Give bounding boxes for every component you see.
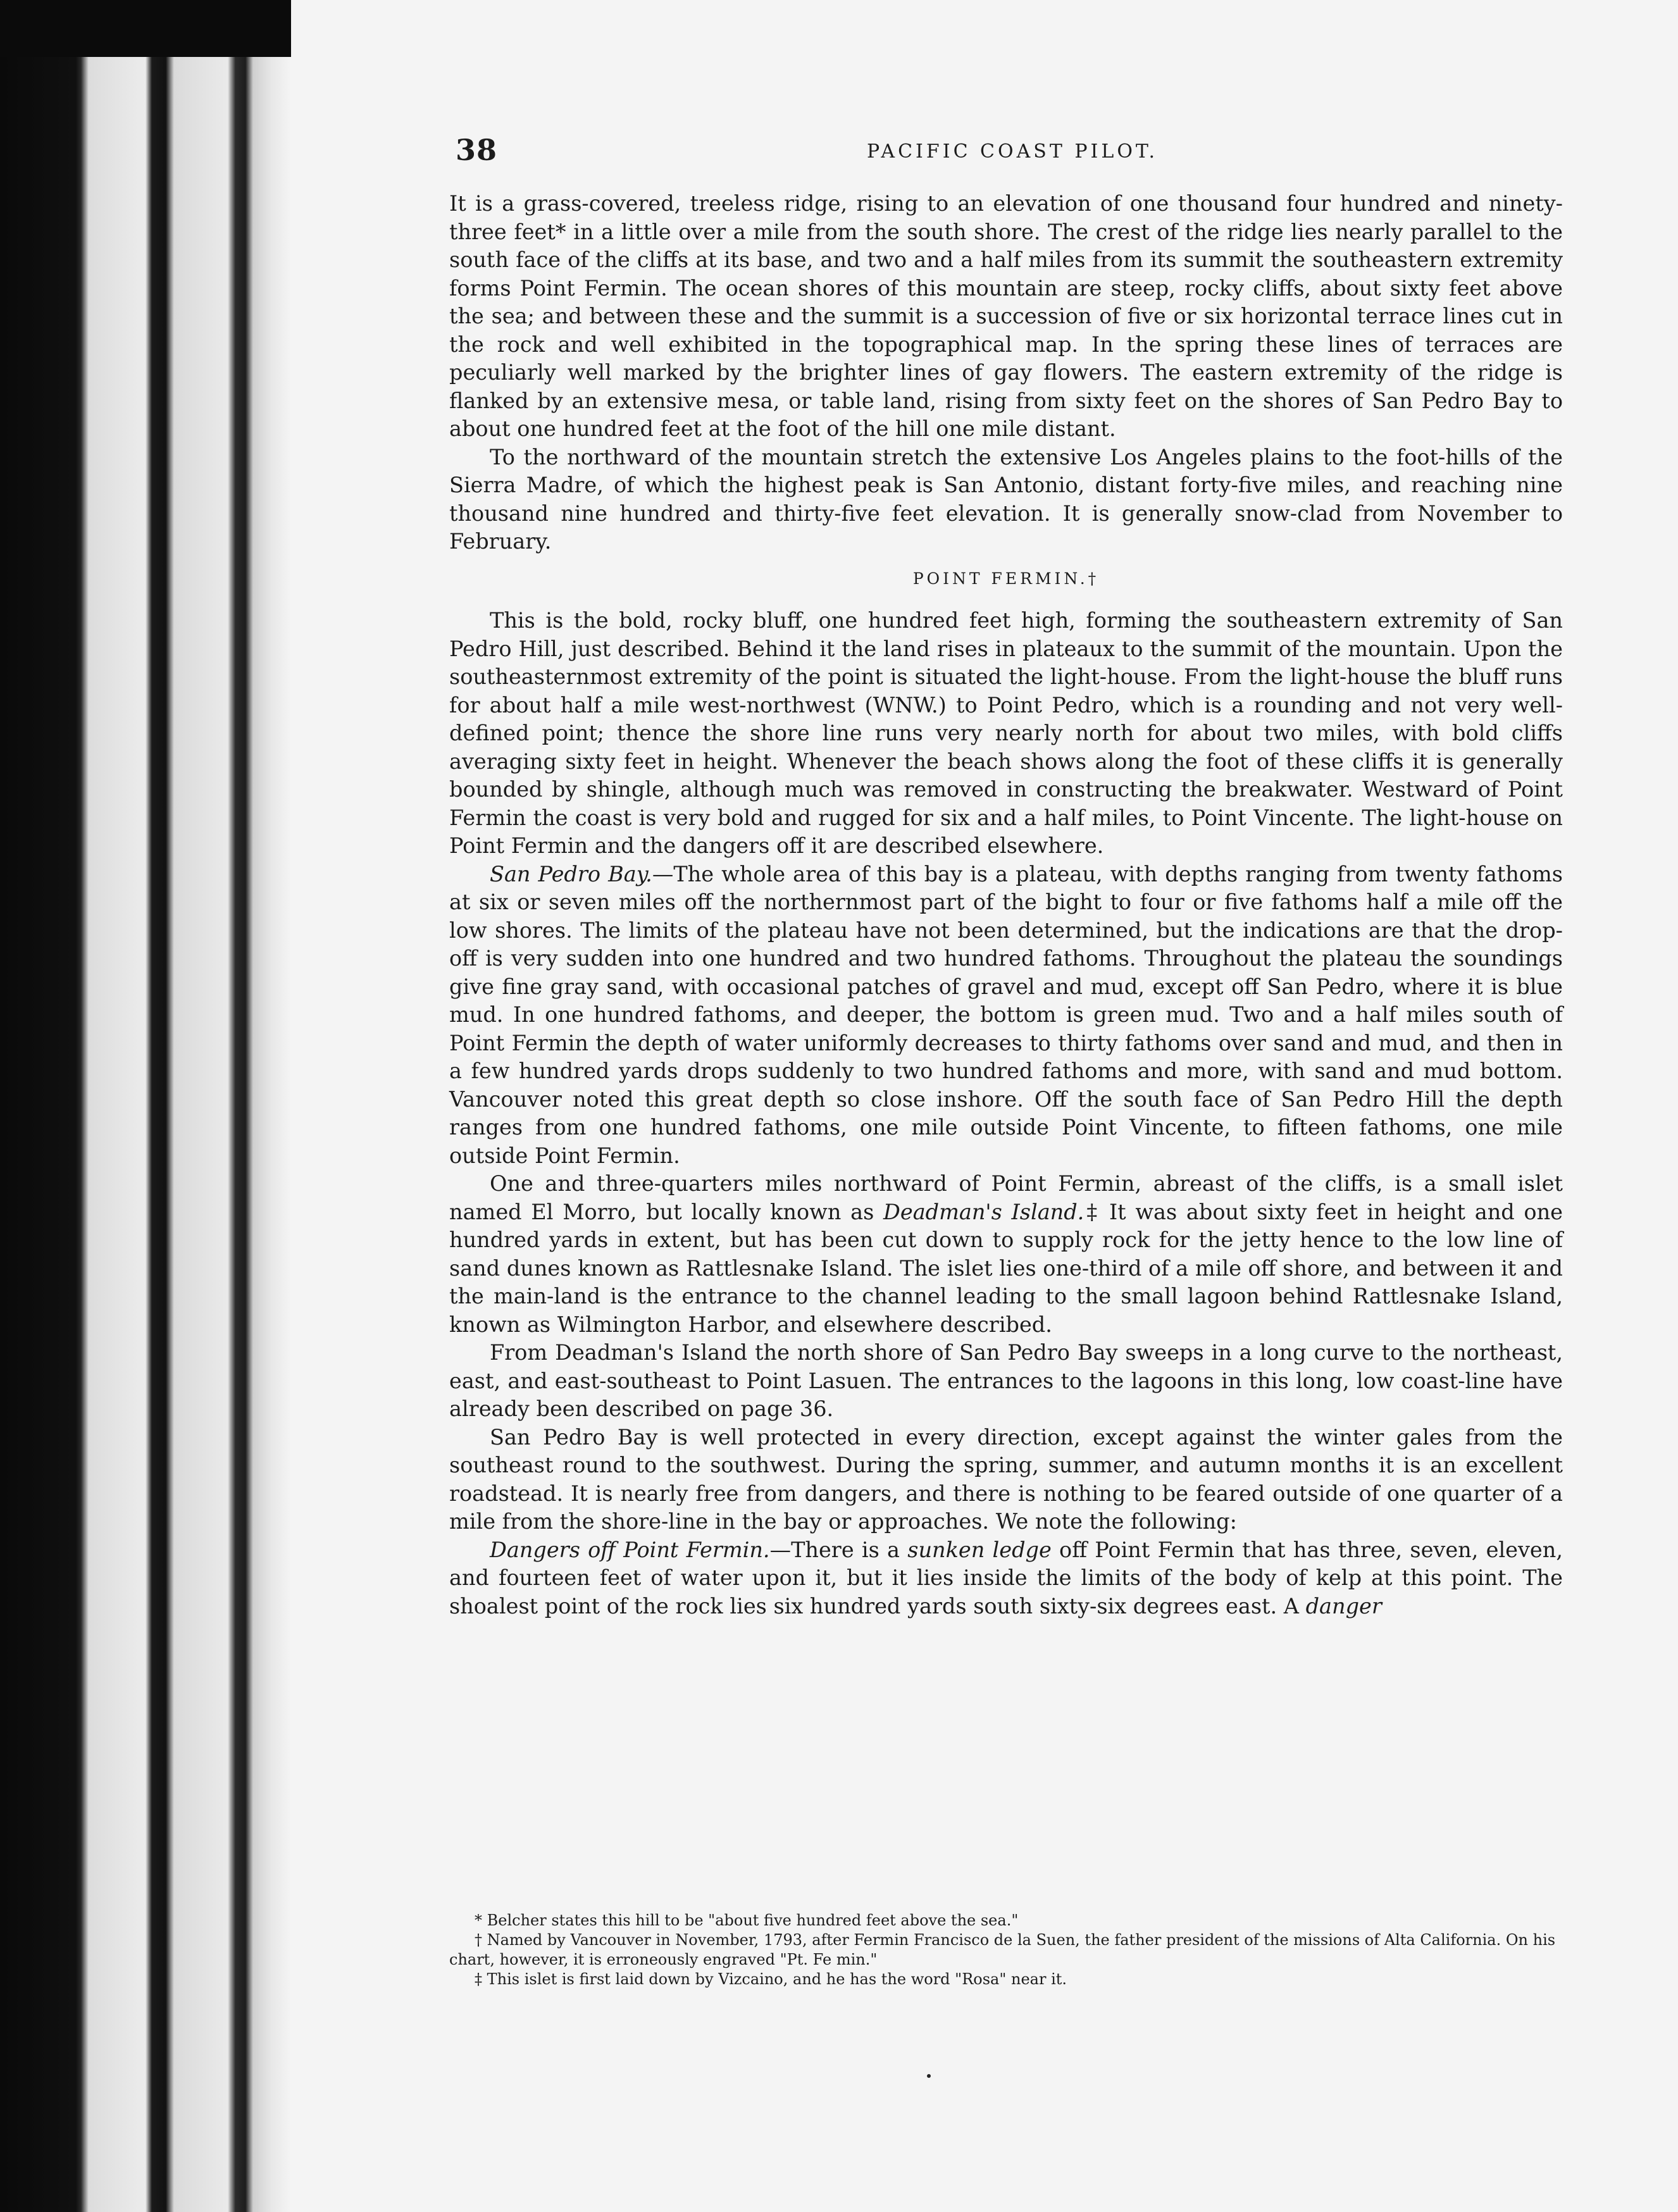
paragraph-point-fermin: This is the bold, rocky bluff, one hundred feet high, forming the southeastern extremity of San Pedro Hill, just described. Behind it the land rises in plateaux to the summit of the mountain. Upon the southeasternmost extremity of the point is situated the light-house. From the light-house the bluff runs for about half a mile west-northwest (WNW.) to Point Pedro, which is a rounding and not very well-defined point; thence the shore line runs very nearly north for about two miles, with bold cliffs averaging sixty feet in height. Whenever the beach shows along the foot of these cliffs it is generally bounded by shingle, although much was removed in constructing the breakwater. Westward of Point Fermin the coast is very bold and rugged for six and a half miles, to Point Vincente. The light-house on Point Fermin and the dangers off it are described elsewhere.	[449, 608, 1563, 858]
running-head: PACIFIC COAST PILOT.	[867, 140, 1159, 163]
footnote-belcher: * Belcher states this hill to be "about five hundred feet above the sea."	[475, 1911, 1019, 1929]
dangers-text-b: off Point Fermin that has three, seven, eleven, and fourteen feet of water upon it, but it lies inside the limits of the body of kelp at this point. The shoalest point of the rock lies six hundred yards south sixty-six degrees east. A	[449, 1537, 1563, 1619]
san-pedro-bay-lead: San Pedro Bay.	[490, 861, 652, 886]
dangers-tail: danger	[1305, 1593, 1382, 1619]
paragraph-ridge: It is a grass-covered, treeless ridge, rising to an elevation of one thousand four hundred and ninety-three feet* in a little over a mile from the south shore. The crest of the ridge lies nearly parallel to the south face of the cliffs at its base, and two and a half miles from its summit the southeastern extremity forms Point Fermin. The ocean shores of this mountain are steep, rocky cliffs, about sixty feet above the sea; and between these and the summit is a succession of five or six horizontal terrace lines cut in the rock and well exhibited in the topographical map. In the spring these lines of terraces are peculiarly well marked by the brighter lines of gay flowers. The eastern extremity of the ridge is flanked by an extensive mesa, or table land, rising from sixty feet on the shores of San Pedro Bay to about one hundred feet at the foot of the hill one mile distant.	[449, 191, 1563, 441]
book-page	[297, 127, 1601, 2063]
paragraph-san-pedro-bay	[449, 861, 1563, 1171]
section-heading: POINT FERMIN.†	[912, 569, 1100, 588]
deadman-text-after: ‡ It was about sixty feet in height and one hundred yards in extent, but has been cut down to supply rock for the jetty hence to the low line of sand dunes known as Rattlesnake Island. The islet lies one-third of a mile off shore, and between it and the main-land is the entrance to the channel leading to the small lagoon behind Rattlesnake Island, known as Wilmington Harbor, and elsewhere described.	[449, 1199, 1563, 1337]
dangers-lead: Dangers off Point Fermin.	[490, 1537, 770, 1562]
binding-shadow	[0, 0, 291, 57]
paragraph-north-shore: From Deadman's Island the north shore of San Pedro Bay sweeps in a long curve to the northeast, east, and east-southeast to Point Lasuen. The entrances to the lagoons in this long, low coast-line have already been described on page 36.	[449, 1340, 1563, 1421]
san-pedro-bay-text: —The whole area of this bay is a plateau, with depths ranging from twenty fathoms at six or seven miles off the northernmost part of the bight to four or five fathoms half a mile off the low shores. The limits of the plateau have not been determined, but the indications are that the drop-off is very sudden into one hundred and two hundred fathoms. Throughout the plateau the soundings give fine gray sand, with occasional patches of gravel and mud, except off San Pedro, where it is blue mud. In one hundred fathoms, and deeper, the bottom is green mud. Two and a half miles south of Point Fermin the depth of water uniformly decreases to thirty fathoms over sand and mud, and then in a few hundred yards drops suddenly to two hundred fathoms and more, with sand and mud bottom. Vancouver noted this great depth so close inshore. Off the south face of San Pedro Hill the depth ranges from one hundred fathoms, one mile outside Point Vincente, to fifteen fathoms, one mile outside Point Fermin.	[449, 861, 1563, 1168]
footnote-vizcaino: ‡ This islet is first laid down by Vizcaino, and he has the word "Rosa" near it.	[475, 1970, 1067, 1988]
deadman-text-before: One and three-quarters miles northward of Point Fermin, abreast of the cliffs, is a small islet named El Morro, but locally known as	[449, 1171, 1563, 1224]
deadman-island-name: Deadman's Island.	[883, 1199, 1084, 1224]
paragraph-plains: To the northward of the mountain stretch the extensive Los Angeles plains to the foot-hills of the Sierra Madre, of which the highest peak is San Antonio, distant forty-five miles, and reaching nine thousand nine hundred and thirty-five feet elevation. It is generally snow-clad from November to February.	[449, 444, 1563, 554]
paragraph-protection: San Pedro Bay is well protected in every direction, except against the winter gales from the southeast round to the southwest. During the spring, summer, and autumn months it is an excellent roadstead. It is nearly free from dangers, and there is nothing to be feared outside of one quarter of a mile from the shore-line in the bay or approaches. We note the following:	[449, 1424, 1563, 1534]
paragraph-dangers	[449, 1536, 1563, 1621]
dangers-text-a: —There is a	[769, 1537, 908, 1562]
paragraph-deadmans-island	[449, 1170, 1563, 1339]
dangers-sunken-ledge: sunken ledge	[907, 1537, 1052, 1562]
page-header	[297, 127, 1601, 183]
book-binding-edge	[0, 0, 291, 2212]
footnotes	[449, 1911, 1563, 1989]
body-text	[449, 190, 1563, 1620]
ink-speck	[927, 2074, 931, 2078]
page-number: 38	[456, 133, 498, 167]
footnote-vancouver: † Named by Vancouver in November, 1793, after Fermin Francisco de la Suen, the father president of the missions of Alta California. On his chart, however, it is erroneously engraved "Pt. Fe min."	[449, 1931, 1556, 1968]
